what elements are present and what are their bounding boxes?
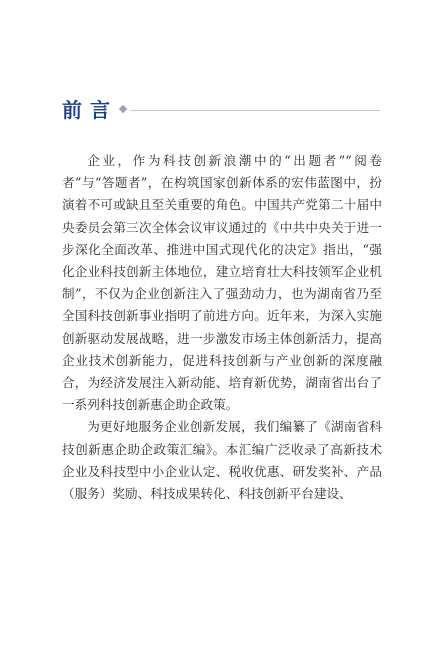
paragraph-2: 为更好地服务企业创新发展，我们编纂了《湖南省科技创新惠企助企政策汇编》。本汇编广泛收录了高新技术企业及科技型中小企业认定、税收优惠、研发奖补、产品（服务）奖励、科技成果转化、科技创新平台建设、 [62,419,382,502]
diamond-ornament-icon [119,105,127,113]
paragraph-1: 企业，作为科技创新浪潮中的“出题者”“阅卷者”与“答题者”，在构筑国家创新体系的宏伟蓝图中，扮演着不可或缺且至关重要的角色。中国共产党第二十届中央委员会第三次全体会议审议通过的《中共中央关于进一步深化全面改革、推进中国式现代化的决定》指出，“强化企业科技创新主体地位，建立培育壮大科技领军企业机制”，不仅为企业创新注入了强劲动力，也为湖南省乃至全国科技创新事业指明了前进方向。近年来，为深入实施创新驱动发展战略，进一步激发市场主体创新活力，提高企业技术创新能力，促进科技创新与产业创新的深度融合，为经济发展注入新动能、培育新优势，湖南省出台了一系列科技创新惠企助企政策。 [62,153,382,413]
heading-ornament [120,109,380,111]
heading-rule [130,110,380,111]
body-text [62,150,382,505]
page-heading: 前言 [62,98,118,122]
heading-row [62,96,382,124]
